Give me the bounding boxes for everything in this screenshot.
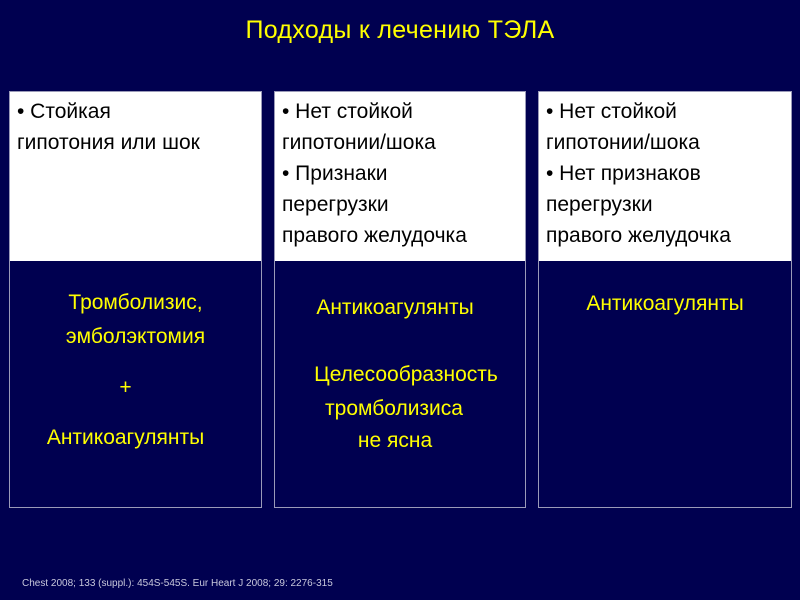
criteria-box <box>10 92 261 261</box>
criteria-line: перегрузки <box>282 193 389 216</box>
criteria-line: правого желудочка <box>546 224 731 247</box>
treatment-note: не ясна <box>357 429 433 452</box>
criteria-line: гипотонии/шока <box>546 131 700 154</box>
treatment-line: эмболэктомия <box>65 325 206 348</box>
column-persistent-hypotension <box>9 91 262 508</box>
criteria-line: • Нет стойкой <box>282 100 413 123</box>
criteria-line: гипотонии/шока <box>282 131 436 154</box>
criteria-line: • Признаки <box>282 162 388 185</box>
treatment-line: Тромболизис, <box>68 291 203 314</box>
treatment-line: Антикоагулянты <box>316 296 474 319</box>
treatment-note: Целесообразность <box>314 363 498 386</box>
column-no-rv-overload <box>538 91 792 508</box>
treatment-note: тромболизиса <box>325 397 463 420</box>
criteria-line: • Нет стойкой <box>546 100 677 123</box>
slide-title: Подходы к лечению ТЭЛА <box>245 16 555 44</box>
criteria-line: перегрузки <box>546 193 653 216</box>
criteria-line: • Нет признаков <box>546 162 701 185</box>
source-citation: Chest 2008; 133 (suppl.): 454S-545S. Eur Heart J 2008; 29: 2276-315 <box>22 578 333 589</box>
criteria-line: • Стойкая <box>17 100 111 123</box>
criteria-box <box>539 92 791 261</box>
treatment-plus: + <box>119 376 132 399</box>
criteria-box <box>275 92 525 261</box>
criteria-line: гипотония или шок <box>17 131 200 154</box>
treatment-line: Антикоагулянты <box>46 426 205 449</box>
criteria-line: правого желудочка <box>282 224 467 247</box>
column-rv-overload <box>274 91 526 508</box>
treatment-line: Антикоагулянты <box>586 292 744 315</box>
